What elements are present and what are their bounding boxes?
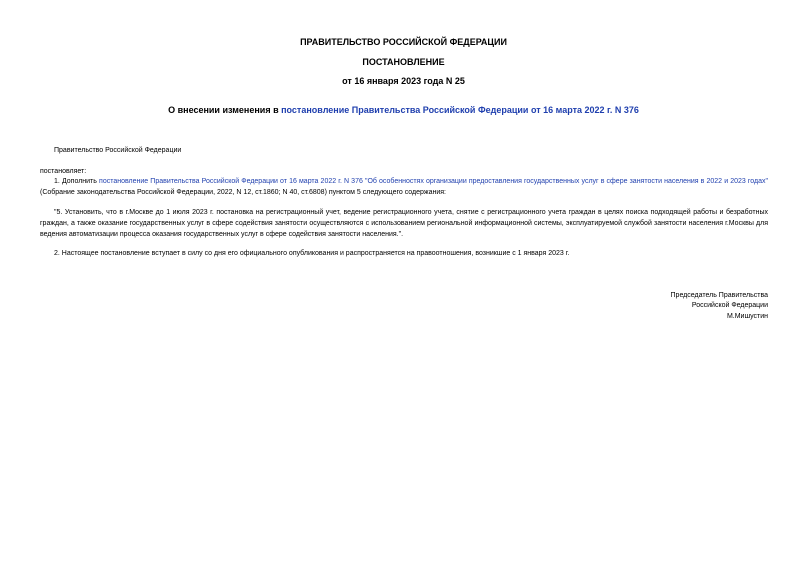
document-date-number: от 16 января 2023 года N 25 xyxy=(342,76,465,86)
signature-position: Председатель Правительства xyxy=(670,292,768,299)
subject-link[interactable]: постановление Правительства Российской Федерации от 16 марта 2022 г. N 376 xyxy=(281,105,639,115)
paragraph-1-link-title[interactable]: "Об особенностях организации предоставления государственных услуг в сфере занятости населения в 2022 и 2023 годах" xyxy=(364,178,769,185)
subject-prefix: О внесении изменения в xyxy=(168,105,282,115)
government-heading: ПРАВИТЕЛЬСТВО РОССИЙСКОЙ ФЕДЕРАЦИИ xyxy=(300,37,507,47)
issuer-text: Правительство Российской Федерации xyxy=(54,147,182,154)
signature-name: М.Мишустин xyxy=(726,313,768,320)
document-type-heading: ПОСТАНОВЛЕНИЕ xyxy=(362,57,445,67)
paragraph-1-link-decree[interactable]: постановление Правительства Российской Федерации от 16 марта 2022 г. N 376 xyxy=(99,178,363,185)
paragraph-1-end: (Собрание законодательства Российской Федерации, 2022, N 12, ст.1860; N 40, ст.6808) пунктом 5 следующего содержания: xyxy=(40,189,446,196)
paragraph-1 xyxy=(40,176,768,198)
paragraph-1-start: 1. Дополнить xyxy=(54,178,100,185)
signature-organization: Российской Федерации xyxy=(691,302,768,309)
paragraph-quoted-item-5: "5. Установить, что в г.Москве до 1 июля 2023 г. постановка на регистрационный учет, ведение регистрационного учета, снятие с регистрационного учета граждан в целях поиска подходящей работы и безработных граждан, а также оказание государственных услуг в сфере содействия занятости осуществляются с использованием региональной информационной системы, эксплуатируемой службой занятости населения г.Москвы для ведения автоматизации процесса оказания государственных услуг в сфере содействия занятости населения.". xyxy=(40,209,768,238)
paragraph-2: 2. Настоящее постановление вступает в силу со дня его официального опубликования и распространяется на правоотношения, возникшие с 1 января 2023 г. xyxy=(54,250,570,257)
document-subject xyxy=(0,104,807,116)
resolves-text: постановляет: xyxy=(40,168,87,175)
